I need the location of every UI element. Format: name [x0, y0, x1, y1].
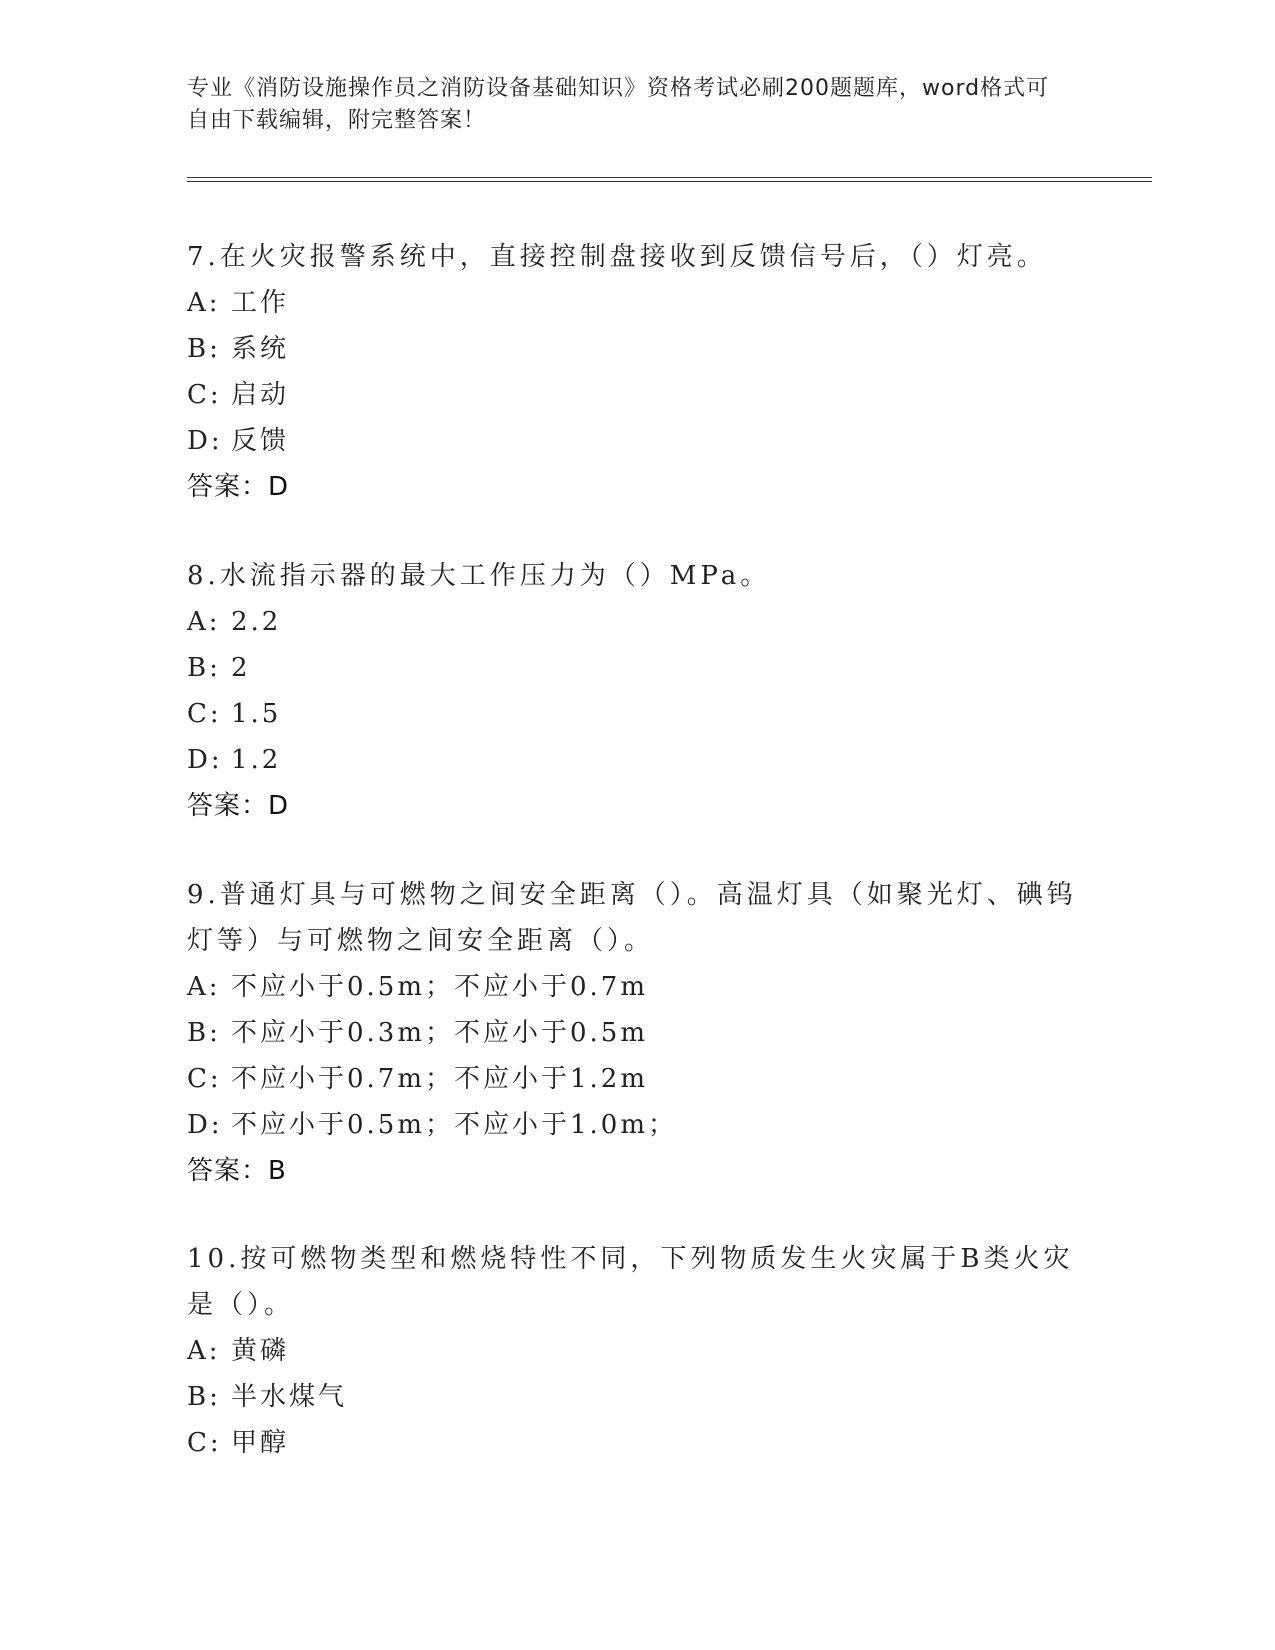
option-d — [187, 1102, 1077, 1148]
option-d — [187, 737, 1077, 783]
document-header: 专业《消防设施操作员之消防设备基础知识》资格考试必刷200题题库，word格式可自由下载编辑，附完整答案！ — [187, 76, 1050, 133]
option-key: A: — [187, 607, 221, 637]
option-key: D: — [187, 426, 223, 456]
answer-line: 答案：D — [187, 791, 290, 821]
option-b — [187, 326, 1077, 372]
question-10 — [187, 1236, 1077, 1466]
option-text: 1.2 — [231, 745, 282, 775]
question-stem: 9.普通灯具与可燃物之间安全距离（）。高温灯具（如聚光灯、碘钨灯等）与可燃物之间安全距离（）。 — [187, 880, 1077, 956]
option-c — [187, 1420, 1077, 1466]
question-8 — [187, 553, 1077, 829]
option-text: 黄磷 — [231, 1336, 290, 1366]
answer-line: 答案：D — [187, 472, 290, 502]
option-text: 系统 — [231, 334, 290, 364]
option-text: 2.2 — [231, 607, 282, 637]
question-stem: 7.在火灾报警系统中，直接控制盘接收到反馈信号后，（）灯亮。 — [187, 242, 1047, 272]
option-key: A: — [187, 972, 221, 1002]
option-a — [187, 1328, 1077, 1374]
option-text: 不应小于0.7m；不应小于1.2m — [231, 1064, 649, 1094]
option-d — [187, 418, 1077, 464]
option-b — [187, 645, 1077, 691]
option-key: B: — [187, 1382, 221, 1412]
question-stem: 10.按可燃物类型和燃烧特性不同，下列物质发生火灾属于B类火灾是（）。 — [187, 1244, 1074, 1320]
option-text: 甲醇 — [231, 1428, 290, 1458]
header-divider-top — [187, 177, 1152, 178]
option-c — [187, 372, 1077, 418]
option-a — [187, 964, 1077, 1010]
option-key: C: — [187, 380, 222, 410]
option-text: 反馈 — [231, 426, 290, 456]
option-text: 不应小于0.5m；不应小于1.0m； — [231, 1110, 678, 1140]
question-stem: 8.水流指示器的最大工作压力为（）MPa。 — [187, 561, 771, 591]
option-b — [187, 1374, 1077, 1420]
option-text: 2 — [231, 653, 251, 683]
option-key: C: — [187, 1064, 222, 1094]
question-9 — [187, 872, 1077, 1194]
option-key: C: — [187, 699, 222, 729]
option-key: B: — [187, 1018, 221, 1048]
option-text: 不应小于0.5m；不应小于0.7m — [231, 972, 649, 1002]
question-7 — [187, 234, 1077, 510]
option-key: A: — [187, 1336, 221, 1366]
option-b — [187, 1010, 1077, 1056]
option-key: D: — [187, 745, 223, 775]
option-text: 启动 — [231, 380, 290, 410]
option-key: A: — [187, 288, 221, 318]
option-c — [187, 691, 1077, 737]
option-a — [187, 599, 1077, 645]
option-text: 不应小于0.3m；不应小于0.5m — [231, 1018, 649, 1048]
option-a — [187, 280, 1077, 326]
option-key: D: — [187, 1110, 223, 1140]
option-key: B: — [187, 653, 221, 683]
option-text: 1.5 — [231, 699, 282, 729]
option-key: C: — [187, 1428, 222, 1458]
header-divider-bottom — [187, 181, 1152, 182]
option-key: B: — [187, 334, 221, 364]
option-c — [187, 1056, 1077, 1102]
option-text: 半水煤气 — [231, 1382, 348, 1412]
option-text: 工作 — [231, 288, 290, 318]
answer-line: 答案：B — [187, 1156, 287, 1186]
